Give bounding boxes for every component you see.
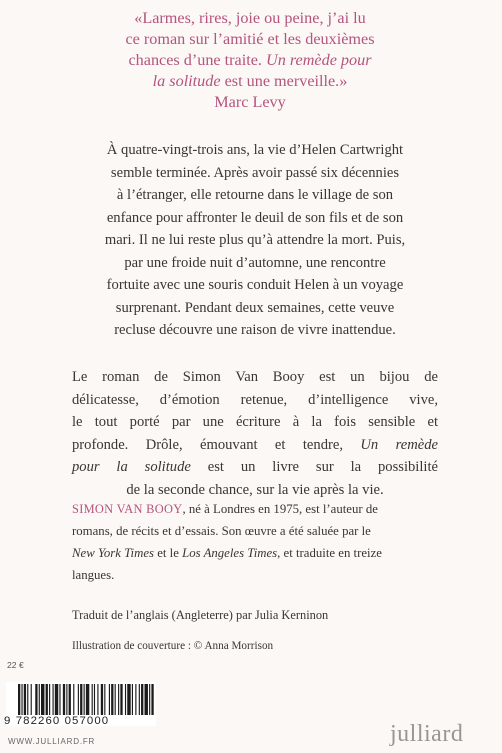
barcode-bar [31, 684, 32, 715]
barcode-bar [125, 684, 126, 715]
review-line: de la seconde chance, sur la vie après la vie. [126, 481, 384, 498]
barcode-bar [115, 684, 116, 715]
barcode-bar [151, 684, 153, 715]
review-line [72, 456, 438, 479]
summary-line: à l’étranger, elle retourne dans le village de son [116, 187, 394, 203]
newspaper-name: Los Angeles Times [182, 546, 278, 560]
quote-line: «Larmes, rires, joie ou peine, j’ai lu [134, 9, 366, 27]
barcode-bar [24, 684, 26, 715]
barcode-bar [149, 684, 150, 715]
barcode-bar [39, 684, 40, 715]
barcode-bar [94, 684, 95, 715]
quote-author: Marc Levy [214, 93, 286, 111]
barcode-bar [118, 684, 119, 715]
bio-line [72, 498, 438, 520]
quote-title-italic: la solitude [152, 72, 221, 90]
barcode-bar [84, 684, 85, 715]
barcode-bar [145, 684, 148, 715]
isbn-number: 9 782260 057000 [4, 715, 110, 727]
barcode-bar [18, 684, 20, 715]
bio-line: langues. [72, 568, 115, 582]
translator-credit: Traduit de l’anglais (Angleterre) par Julia Kerninon [72, 608, 329, 622]
barcode-bar [53, 684, 54, 715]
barcode-bar [55, 684, 58, 715]
author-bio [72, 498, 438, 586]
publisher-logo: julliard [390, 721, 464, 747]
bio-text: , et traduite en treize [277, 546, 382, 560]
barcode-bar [46, 684, 48, 715]
barcode-bar [66, 684, 67, 715]
review-text: profonde. Drôle, émouvant et tendre, [72, 436, 361, 453]
summary-line: par une froide nuit d’automne, une rencontre [124, 254, 386, 271]
barcode-bar [141, 684, 143, 715]
barcode-bar [69, 684, 71, 715]
barcode-bar [35, 684, 37, 715]
quote-text: chances d’une traite. [128, 51, 267, 69]
review-line [72, 434, 438, 457]
price-label: 22 € [7, 660, 24, 670]
barcode-bar [21, 684, 22, 715]
barcode-bar [80, 684, 82, 715]
review-line: Le roman de Simon Van Booy est un bijou de [72, 369, 438, 385]
author-name: SIMON VAN BOOY [72, 502, 183, 516]
barcode-bar [49, 684, 50, 715]
quote-title-italic: Un remède pour [266, 51, 372, 69]
publisher-website: WWW.JULLIARD.FR [8, 737, 96, 746]
barcode-bar [63, 684, 65, 715]
bio-line [72, 542, 438, 564]
barcode-bar [135, 684, 136, 715]
quote-line [60, 71, 440, 92]
illustration-credit: Illustration de couverture : © Anna Morrison [72, 640, 274, 652]
review-paragraph [72, 366, 438, 501]
summary-line: recluse découvre une raison de vivre inattendue. [114, 322, 396, 338]
barcode-bar [92, 684, 93, 715]
summary-line: À quatre-vingt-trois ans, la vie d’Helen Cartwright [106, 142, 404, 158]
barcode-bars [6, 682, 156, 716]
review-line: délicatesse, d’émotion retenue, d’intelligence vive, [72, 391, 438, 408]
barcode-bar [101, 684, 103, 715]
endorsement-quote [60, 8, 440, 113]
newspaper-name: New York Times [72, 546, 155, 560]
bio-line: romans, de récits et d’essais. Son œuvre a été saluée par le [72, 524, 371, 538]
bio-text: , né à Londres en 1975, est l’auteur de [182, 502, 378, 516]
barcode-bar [78, 684, 79, 715]
quote-line: ce roman sur l’amitié et les deuxièmes [125, 30, 375, 48]
barcode-bar [109, 684, 110, 715]
summary-paragraph [72, 139, 438, 342]
barcode-bar [59, 684, 60, 715]
bio-text: et le [154, 546, 183, 560]
barcode-bar [120, 684, 122, 715]
summary-line: mari. Il ne lui reste plus qu’à attendre la mort. Puis, [104, 232, 406, 248]
barcode-bar [97, 684, 98, 715]
barcode-bar [132, 684, 133, 715]
barcode-bar [104, 684, 105, 715]
summary-line: enfance pour affronter le deuil de son fils et de son [106, 209, 404, 226]
review-title-italic: Un remède [360, 436, 439, 453]
barcode-bar [127, 684, 130, 715]
summary-line: surprenant. Pendant deux semaines, cette veuve [115, 299, 395, 316]
review-title-italic: pour la solitude [72, 459, 191, 475]
barcode-bar [73, 684, 74, 715]
summary-line: semble terminée. Après avoir passé six décennies [110, 164, 400, 181]
review-text: est un livre sur la possibilité [190, 459, 438, 475]
summary-line: fortuite avec une souris conduit Helen à un voyage [106, 277, 404, 293]
barcode-bar [86, 684, 89, 715]
review-line: le tout porté par une écriture à la fois sensible et [72, 414, 438, 430]
barcode-bar [139, 684, 140, 715]
quote-text: est une merveille.» [220, 72, 348, 90]
quote-line [60, 50, 440, 71]
barcode-bar [41, 684, 44, 715]
barcode-bar [111, 684, 113, 715]
barcode-bar [27, 684, 28, 715]
